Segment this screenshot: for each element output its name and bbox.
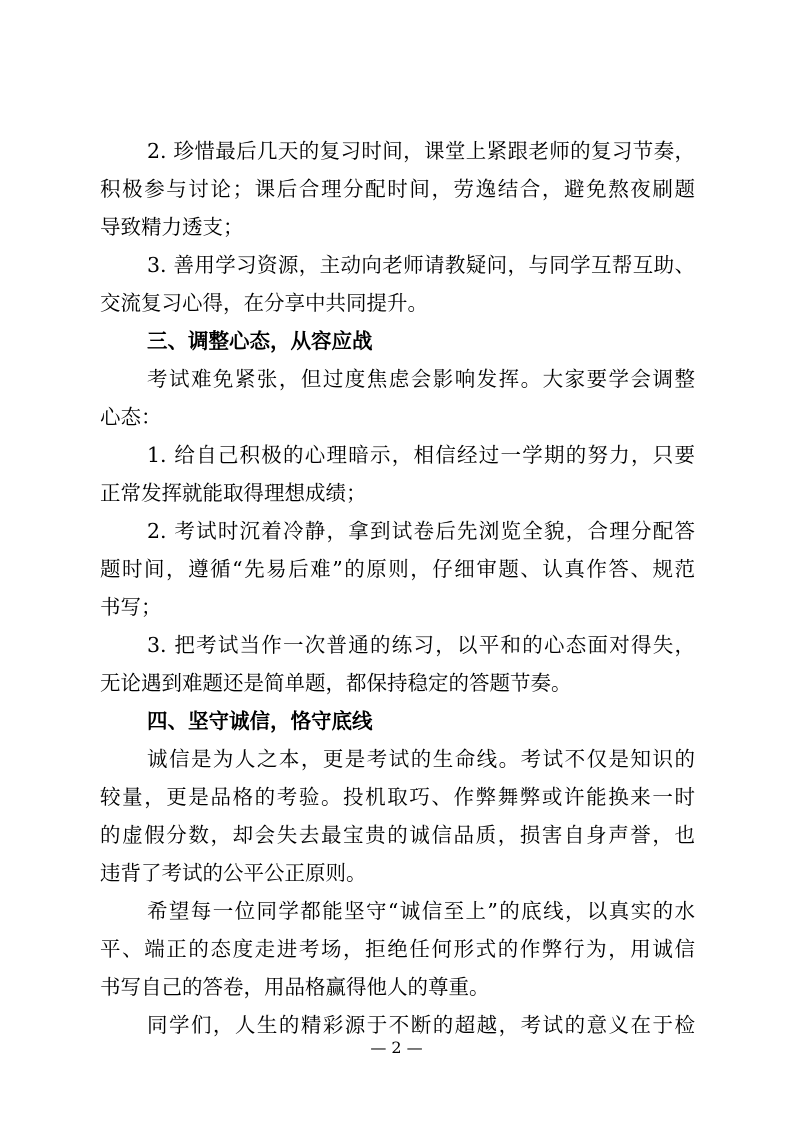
- paragraph-line: 同学们，人生的精彩源于不断的超越，考试的意义在于检: [147, 1013, 695, 1037]
- paragraph-line: 书写；: [100, 595, 162, 619]
- paragraph-line: 交流复习心得，在分享中共同提升。: [100, 291, 428, 315]
- paragraph-line: 积极参与讨论；课后合理分配时间，劳逸结合，避免熬夜刷题: [100, 177, 695, 201]
- paragraph-line: 2. 珍惜最后几天的复习时间，课堂上紧跟老师的复习节奏，: [147, 139, 695, 163]
- paragraph-line: 导致精力透支；: [100, 215, 244, 239]
- paragraph-line: 1. 给自己积极的心理暗示，相信经过一学期的努力，只要: [147, 443, 695, 467]
- paragraph-line: 的虚假分数，却会失去最宝贵的诚信品质，损害自身声誉，也: [100, 823, 695, 847]
- paragraph-line: 考试难免紧张，但过度焦虑会影响发挥。大家要学会调整: [147, 367, 695, 391]
- paragraph-line: 希望每一位同学都能坚守“诚信至上”的底线，以真实的水: [147, 899, 695, 923]
- paragraph-line: 3. 善用学习资源，主动向老师请教疑问，与同学互帮互助、: [147, 253, 695, 277]
- paragraph-line: 违背了考试的公平公正原则。: [100, 861, 367, 885]
- paragraph-line: 无论遇到难题还是简单题，都保持稳定的答题节奏。: [100, 671, 572, 695]
- paragraph-line: 诚信是为人之本，更是考试的生命线。考试不仅是知识的: [147, 747, 695, 771]
- paragraph-line: 正常发挥就能取得理想成绩；: [100, 481, 367, 505]
- paragraph-line: 2. 考试时沉着冷静，拿到试卷后先浏览全貌，合理分配答: [147, 519, 695, 543]
- section-heading: 四、坚守诚信，恪守底线: [147, 709, 373, 733]
- paragraph-line: 较量，更是品格的考验。投机取巧、作弊舞弊或许能换来一时: [100, 785, 695, 809]
- paragraph-line: 平、端正的态度走进考场，拒绝任何形式的作弊行为，用诚信: [100, 937, 695, 961]
- paragraph-line: 3. 把考试当作一次普通的练习，以平和的心态面对得失，: [147, 633, 695, 657]
- paragraph-line: 心态：: [100, 405, 162, 429]
- paragraph-line: 题时间，遵循“先易后难”的原则，仔细审题、认真作答、规范: [100, 557, 695, 581]
- document-body: [100, 132, 695, 1044]
- paragraph-line: 书写自己的答卷，用品格赢得他人的尊重。: [100, 975, 490, 999]
- section-heading: 三、调整心态，从容应战: [147, 329, 373, 353]
- page-number: — 2 —: [370, 1038, 423, 1057]
